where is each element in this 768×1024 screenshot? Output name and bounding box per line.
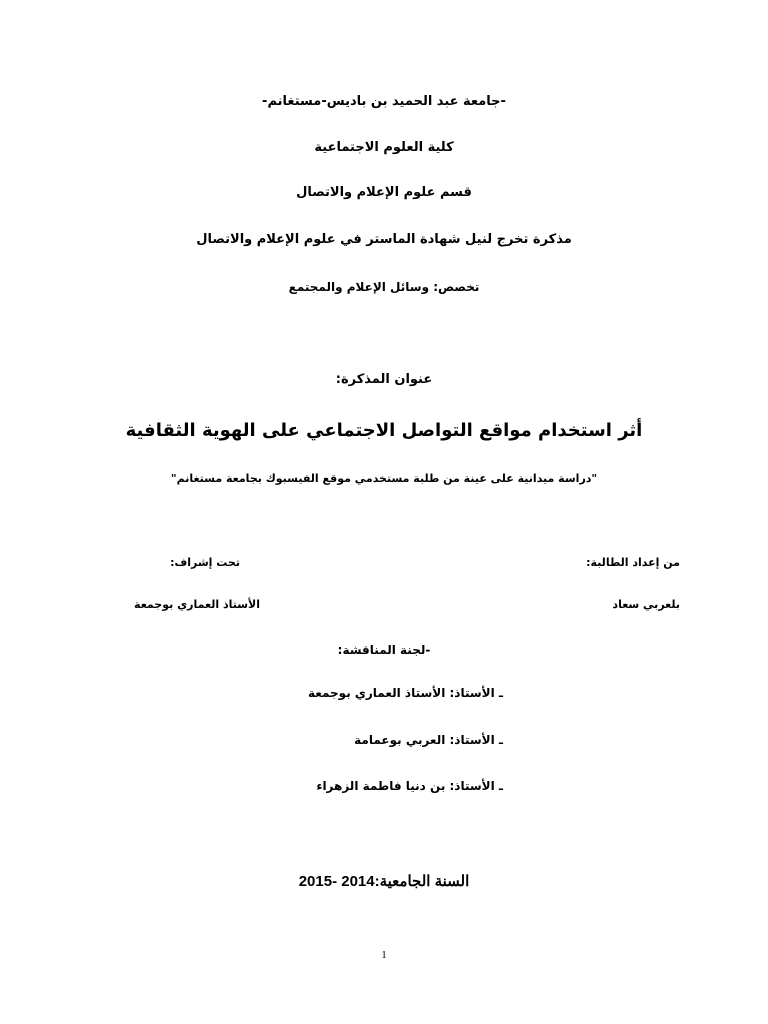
supervisor-name: الأستاذ العماري بوجمعة <box>134 598 260 611</box>
prepared-by-label: من إعداد الطالبة: <box>586 556 680 569</box>
committee-label: -لجنة المناقشة: <box>337 643 431 657</box>
university-name: -جامعة عبد الحميد بن باديس-مستغانم- <box>262 94 506 109</box>
committee-member: ـ الأستاذ: بن دنيا فاطمة الزهراء <box>316 779 503 793</box>
committee-member: ـ الأستاذ: العربي بوعمامة <box>354 733 503 747</box>
department-name: قسم علوم الإعلام والاتصال <box>296 185 472 200</box>
thesis-title-label: عنوان المذكرة: <box>335 372 433 387</box>
page-number: 1 <box>381 949 387 961</box>
academic-year: السنة الجامعية:2014 -2015 <box>298 873 470 890</box>
thesis-title: أثر استخدام مواقع التواصل الاجتماعي على الهوية الثقافية <box>125 420 643 441</box>
committee-member: ـ الأستاذ: الأستاذ العماري بوجمعة <box>307 686 503 700</box>
degree-statement: مذكرة تخرج لنيل شهادة الماستر في علوم الإعلام والاتصال <box>196 232 572 247</box>
student-name: بلعربي سعاد <box>612 598 680 611</box>
supervisor-label: تحت إشراف: <box>170 556 240 569</box>
faculty-name: كلية العلوم الاجتماعية <box>314 140 454 155</box>
thesis-subtitle: "دراسة ميدانية على عينة من طلبة مستخدمي موقع الفيسبوك بجامعة مستغانم" <box>170 472 598 485</box>
specialty: تخصص: وسائل الإعلام والمجتمع <box>288 280 480 294</box>
